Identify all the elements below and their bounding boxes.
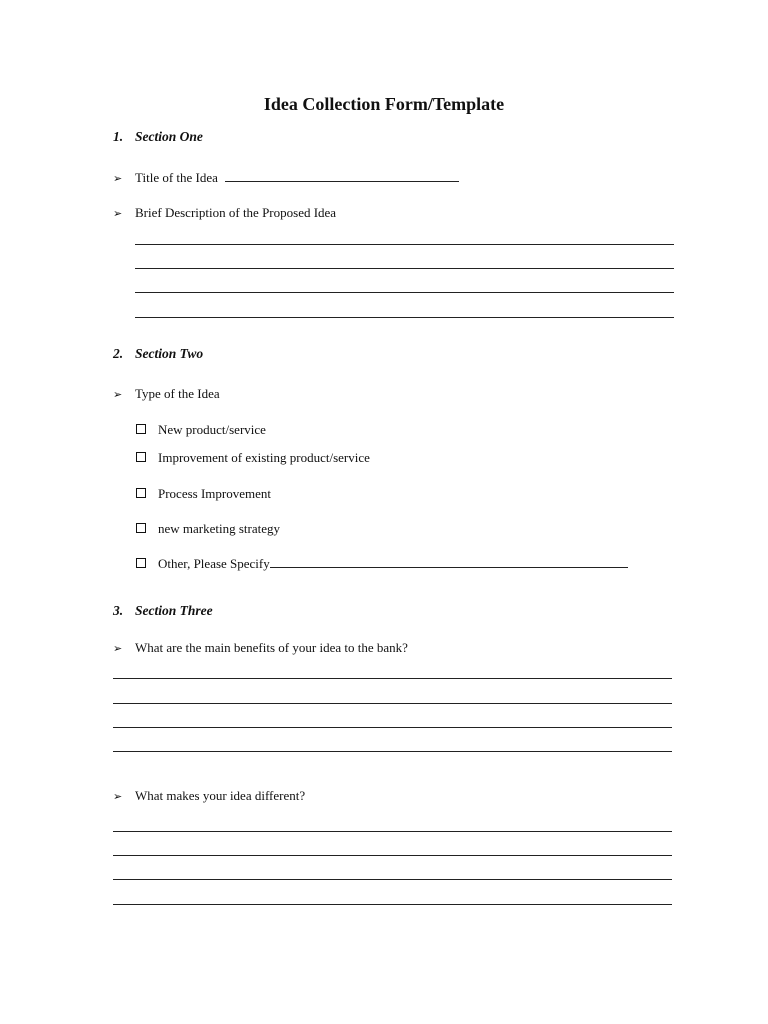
benefits-line[interactable] — [113, 727, 672, 728]
type-of-idea-label: Type of the Idea — [135, 386, 220, 401]
option-label: new marketing strategy — [158, 521, 281, 536]
title-of-idea-label: Title of the Idea — [135, 170, 218, 185]
section-two-heading — [113, 346, 203, 362]
title-of-idea-item — [113, 170, 459, 186]
section-title: Section Three — [135, 603, 213, 618]
section-one-heading — [113, 129, 203, 145]
option-process-improvement — [136, 486, 271, 502]
option-marketing-strategy — [136, 521, 280, 537]
description-line[interactable] — [135, 268, 674, 269]
section-number: 2. — [113, 346, 124, 361]
difference-line[interactable] — [113, 855, 672, 856]
arrow-bullet-icon: ➢ — [113, 791, 123, 803]
difference-line[interactable] — [113, 831, 672, 832]
option-label: Other, Please Specify — [158, 556, 270, 571]
checkbox-icon[interactable] — [136, 452, 146, 462]
checkbox-icon[interactable] — [136, 523, 146, 533]
option-label: Process Improvement — [158, 486, 272, 501]
difference-label: What makes your idea different? — [135, 788, 306, 803]
option-label: New product/service — [158, 422, 266, 437]
title-of-idea-blank[interactable] — [225, 171, 459, 182]
section-title: Section Two — [135, 346, 204, 361]
description-line[interactable] — [135, 317, 674, 318]
benefits-item — [113, 640, 408, 656]
section-number: 3. — [113, 603, 124, 618]
section-title: Section One — [135, 129, 203, 144]
benefits-line[interactable] — [113, 678, 672, 679]
description-line[interactable] — [135, 292, 674, 293]
checkbox-icon[interactable] — [136, 424, 146, 434]
benefits-label: What are the main benefits of your idea to the bank? — [135, 640, 408, 655]
checkbox-icon[interactable] — [136, 488, 146, 498]
arrow-bullet-icon: ➢ — [113, 389, 123, 401]
arrow-bullet-icon: ➢ — [113, 643, 123, 655]
section-number: 1. — [113, 129, 124, 144]
option-improvement — [136, 450, 370, 466]
benefits-line[interactable] — [113, 751, 672, 752]
option-label: Improvement of existing product/service — [158, 450, 370, 465]
description-label: Brief Description of the Proposed Idea — [135, 205, 337, 220]
section-three-heading — [113, 603, 213, 619]
difference-line[interactable] — [113, 879, 672, 880]
checkbox-icon[interactable] — [136, 558, 146, 568]
option-new-product — [136, 422, 266, 438]
other-specify-blank[interactable] — [270, 557, 628, 568]
arrow-bullet-icon: ➢ — [113, 208, 123, 220]
difference-item — [113, 788, 305, 804]
difference-line[interactable] — [113, 904, 672, 905]
form-title: Idea Collection Form/Template — [263, 94, 505, 114]
arrow-bullet-icon: ➢ — [113, 173, 123, 185]
type-of-idea-item — [113, 386, 220, 402]
benefits-line[interactable] — [113, 703, 672, 704]
description-line[interactable] — [135, 244, 674, 245]
option-other — [136, 556, 628, 572]
description-item — [113, 205, 336, 221]
